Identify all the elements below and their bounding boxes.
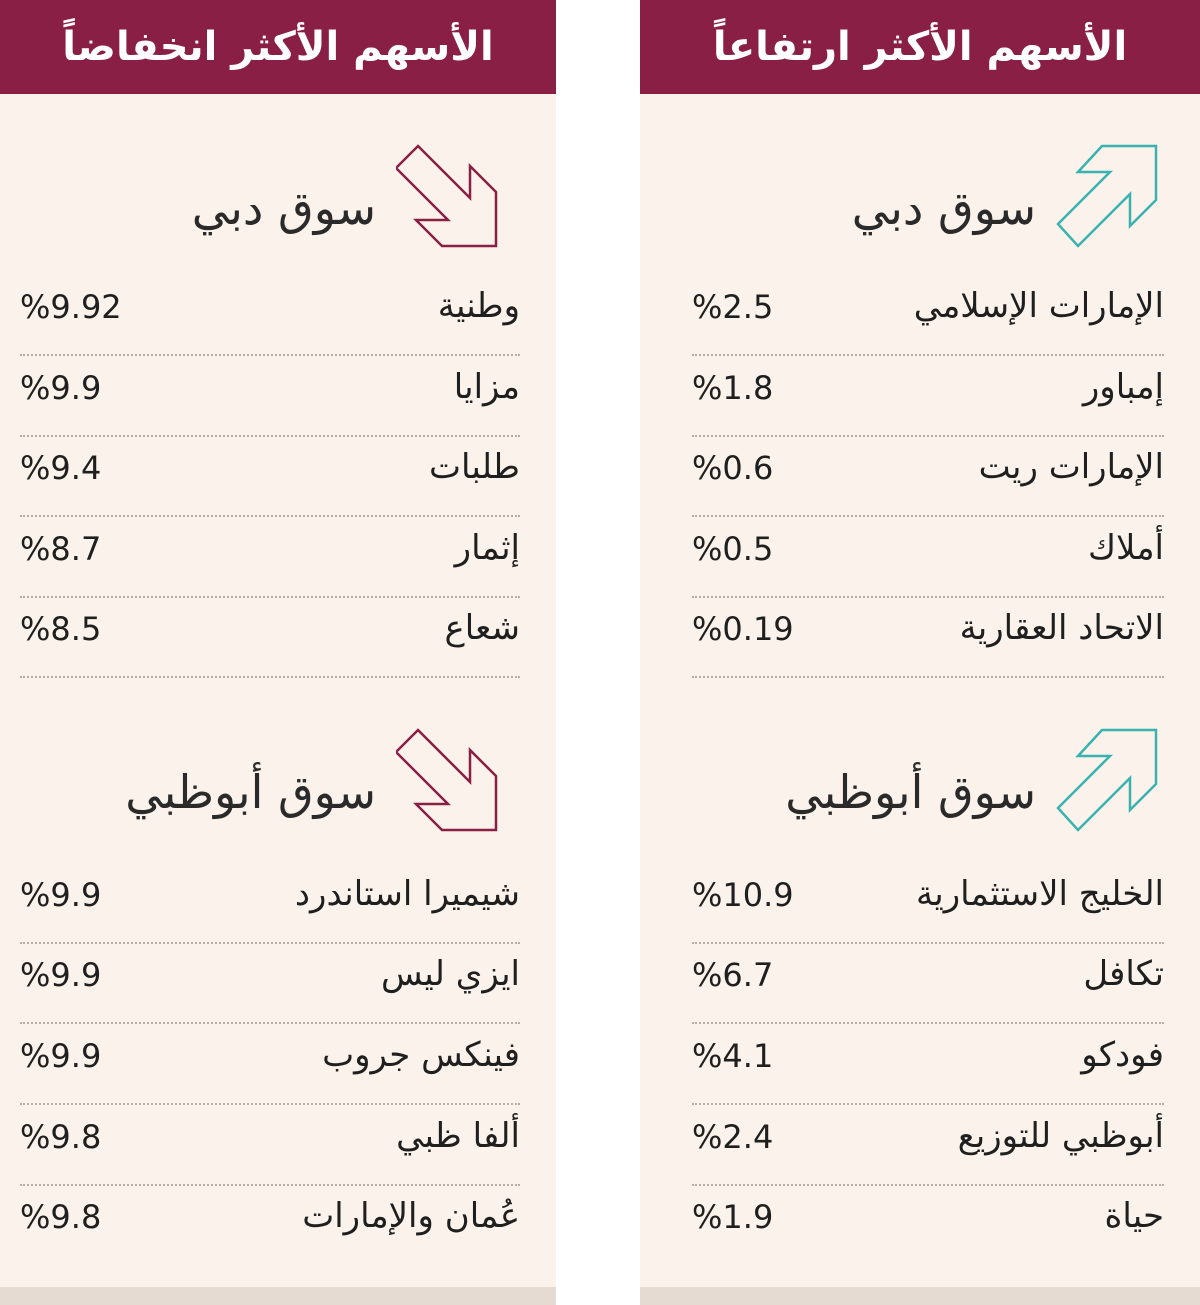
stock-change: %9.9 xyxy=(20,956,102,994)
stock-name: أبوظبي للتوزيع xyxy=(957,1116,1164,1156)
stock-name: الإمارات الإسلامي xyxy=(913,286,1164,326)
list-item xyxy=(20,864,520,944)
stock-change: %9.92 xyxy=(20,288,122,326)
list-item xyxy=(692,1106,1164,1186)
losers-panel xyxy=(0,0,556,1305)
list-item xyxy=(20,1025,520,1105)
gainers-footer-bar xyxy=(640,1287,1200,1305)
stock-change: %10.9 xyxy=(692,876,794,914)
list-item xyxy=(20,357,520,437)
arrow-down-right-icon xyxy=(396,728,500,832)
stock-name: إثمار xyxy=(454,528,520,568)
stock-change: %9.4 xyxy=(20,449,102,487)
stock-name: وطنية xyxy=(437,286,520,326)
losers-dubai-title: سوق دبي xyxy=(191,181,376,235)
stock-name: تكافل xyxy=(1083,954,1164,994)
stock-change: %2.4 xyxy=(692,1118,774,1156)
stock-name: ألفا ظبي xyxy=(396,1116,520,1156)
stock-name: أملاك xyxy=(1088,528,1164,568)
list-item xyxy=(20,437,520,517)
stock-name: الاتحاد العقارية xyxy=(959,608,1164,648)
stock-name: إمباور xyxy=(1082,367,1164,407)
gainers-panel xyxy=(640,0,1200,1305)
list-item xyxy=(20,598,520,678)
arrow-up-right-icon xyxy=(1056,728,1160,832)
list-item xyxy=(20,518,520,598)
stock-name: الإمارات ريت xyxy=(978,447,1164,487)
arrow-down-right-icon xyxy=(396,144,500,248)
stock-name: حياة xyxy=(1104,1196,1164,1236)
stock-change: %1.9 xyxy=(692,1198,774,1236)
losers-abudhabi-title: سوق أبوظبي xyxy=(125,765,376,819)
stock-change: %4.1 xyxy=(692,1037,774,1075)
list-item xyxy=(692,944,1164,1024)
list-item xyxy=(692,276,1164,356)
stock-change: %1.8 xyxy=(692,369,774,407)
arrow-up-right-icon xyxy=(1056,144,1160,248)
stock-change: %9.9 xyxy=(20,369,102,407)
losers-header: الأسهم الأكثر انخفاضاً xyxy=(0,0,556,94)
list-item xyxy=(692,598,1164,678)
stock-name: ايزي ليس xyxy=(380,954,520,994)
list-item xyxy=(692,518,1164,598)
stock-name: شيميرا استاندرد xyxy=(294,874,520,914)
stock-change: %0.5 xyxy=(692,530,774,568)
stock-change: %9.8 xyxy=(20,1118,102,1156)
list-item xyxy=(692,864,1164,944)
list-item xyxy=(20,944,520,1024)
stock-change: %9.8 xyxy=(20,1198,102,1236)
list-item xyxy=(20,1186,520,1266)
stock-name: فينكس جروب xyxy=(322,1035,520,1075)
list-item xyxy=(692,1186,1164,1266)
stock-name: طلبات xyxy=(429,447,520,487)
stock-change: %9.9 xyxy=(20,876,102,914)
gainers-abudhabi-title: سوق أبوظبي xyxy=(785,765,1036,819)
stock-name: شعاع xyxy=(444,608,520,648)
stock-name: مزايا xyxy=(453,367,520,407)
list-item xyxy=(20,1106,520,1186)
list-item xyxy=(692,437,1164,517)
losers-footer-bar xyxy=(0,1287,556,1305)
stock-name: فودكو xyxy=(1081,1035,1164,1075)
stock-name: عُمان والإمارات xyxy=(302,1196,520,1236)
gainers-dubai-title: سوق دبي xyxy=(851,181,1036,235)
stock-change: %0.6 xyxy=(692,449,774,487)
stock-change: %0.19 xyxy=(692,610,794,648)
stock-change: %2.5 xyxy=(692,288,774,326)
stock-name: الخليج الاستثمارية xyxy=(916,874,1164,914)
list-item xyxy=(692,357,1164,437)
stock-change: %6.7 xyxy=(692,956,774,994)
stock-change: %9.9 xyxy=(20,1037,102,1075)
list-item xyxy=(20,276,520,356)
stock-change: %8.7 xyxy=(20,530,102,568)
stock-change: %8.5 xyxy=(20,610,102,648)
list-item xyxy=(692,1025,1164,1105)
gainers-header: الأسهم الأكثر ارتفاعاً xyxy=(640,0,1200,94)
